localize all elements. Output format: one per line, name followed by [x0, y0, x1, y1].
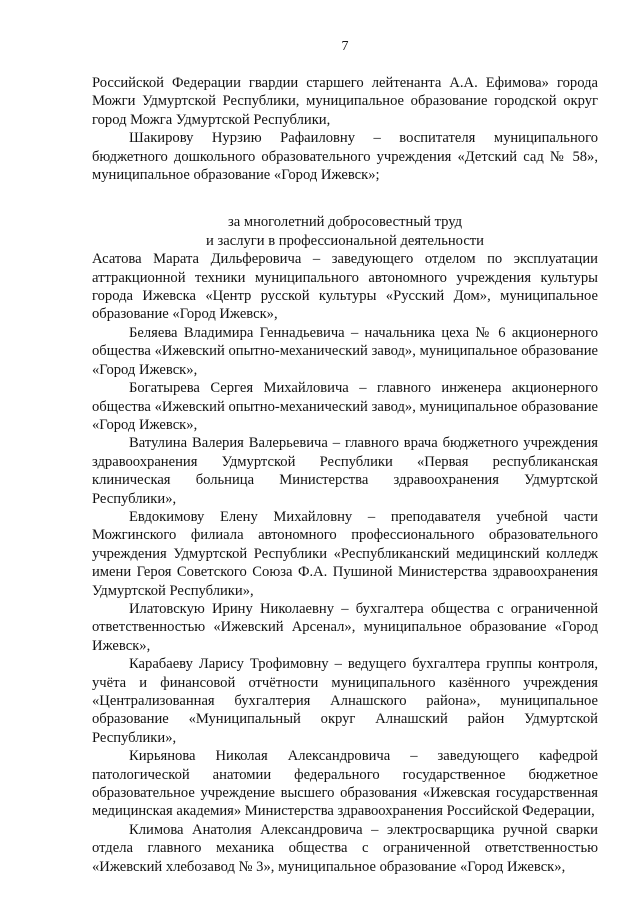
paragraph: Евдокимову Елену Михайловну – преподавателя учебной части Можгинского филиала автономного профессионального образовательного учреждения Удмуртской Республики «Республиканский медицинский колледж имени Героя Советского Союза Ф.А. Пушиной Министерства здравоохранения Удмуртской Республики», [92, 508, 598, 599]
page-number: 7 [341, 39, 349, 54]
paragraph: Климова Анатолия Александровича – электросварщика ручной сварки отдела главного механика общества с ограниченной ответственностью «Ижевский хлебозавод № 3», муниципальное образование «Город Ижевск», [92, 821, 598, 875]
section-heading [92, 213, 598, 250]
paragraph: Беляева Владимира Геннадьевича – начальника цеха № 6 акционерного общества «Ижевский опытно-механический завод», муниципальное образование «Город Ижевск», [92, 324, 598, 378]
paragraph: Богатырева Сергея Михайловича – главного инженера акционерного общества «Ижевский опытно-механический завод», муниципальное образование «Город Ижевск», [92, 380, 598, 433]
paragraphs-before [92, 74, 598, 184]
body-text [92, 74, 598, 876]
paragraph: Ватулина Валерия Валерьевича – главного врача бюджетного учреждения здравоохранения Удмуртской Республики «Первая республиканская клиническая больница Министерства здравоохранения Удмуртской Республики», [92, 435, 598, 507]
paragraph: Кирьянова Николая Александровича – заведующего кафедрой патологической анатомии федерального государственное бюджетное образовательное учреждение высшего образования «Ижевская государственная медицинская академия» Министерства здравоохранения Российской Федерации, [92, 748, 598, 820]
paragraph: Российской Федерации гвардии старшего лейтенанта А.А. Ефимова» города Можги Удмуртской Республики, муниципальное образование городской округ город Можга Удмуртской Республики, [92, 75, 598, 128]
paragraph: Шакирову Нурзию Рафаиловну – воспитателя муниципального бюджетного дошкольного образовательного учреждения «Детский сад № 58», муниципальное образование «Город Ижевск»; [92, 130, 598, 184]
section-heading-line-1: за многолетний добросовестный труд [227, 214, 463, 231]
paragraph: Илатовскую Ирину Николаевну – бухгалтера общества с ограниченной ответственностью «Ижевский Арсенал», муниципальное образование «Город Ижевск», [92, 600, 598, 654]
paragraph: Асатова Марата Дильферовича – заведующего отделом по эксплуатации аттракционной техники муниципального автономного учреждения культуры города Ижевска «Центр русской культуры «Русский Дом», муниципальное образование «Город Ижевск», [92, 251, 598, 323]
section-heading-line-2: и заслуги в профессиональной деятельности [206, 232, 484, 249]
paragraph: Карабаеву Ларису Трофимовну – ведущего бухгалтера группы контроля, учёта и финансовой отчётности муниципального казённого учреждения «Централизованная бухгалтерия Алнашского района», муниципальное образование «Муниципальный округ Алнашский район Удмуртской Республики», [92, 656, 598, 746]
paragraphs-after [92, 250, 598, 876]
